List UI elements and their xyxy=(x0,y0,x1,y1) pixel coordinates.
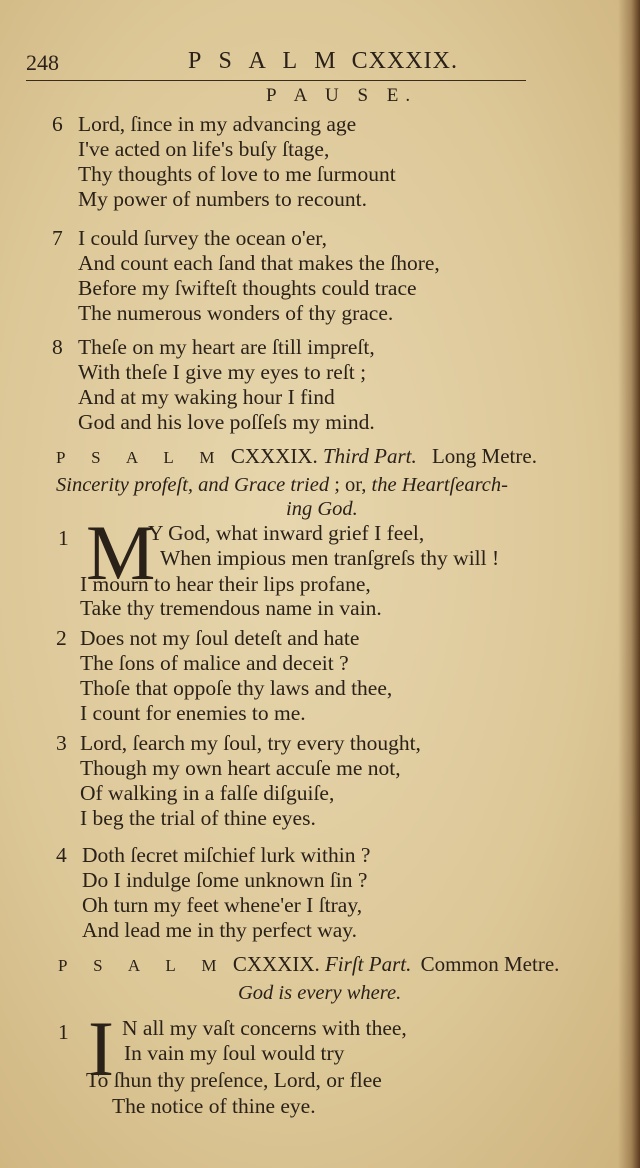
verse-line: God and his love poſſeſs my mind. xyxy=(78,410,375,434)
subtitle-part-b: ; or, xyxy=(329,474,372,496)
page-gutter-shadow xyxy=(618,0,640,1168)
verse-line: The notice of thine eye. xyxy=(112,1094,316,1118)
verse-line: Y God, what inward grief I feel, xyxy=(148,521,425,545)
running-head xyxy=(188,48,458,75)
stanza-number: 1 xyxy=(58,1020,69,1044)
section-subtitle: God is every where. xyxy=(238,982,402,1004)
heading-numeral: CXXXIX. xyxy=(232,952,320,976)
drop-cap: I xyxy=(88,1005,114,1092)
heading-part: Firſt Part. xyxy=(324,952,412,976)
stanza-number: 7 xyxy=(52,226,63,250)
verse-line: I've acted on life's buſy ſtage, xyxy=(78,137,330,161)
verse-line: Theſe on my heart are ſtill impreſt, xyxy=(78,335,375,359)
heading-psalm-word: P S A L M xyxy=(58,956,228,975)
stanza-number: 1 xyxy=(58,526,69,550)
header-rule xyxy=(26,80,526,81)
verse-line: My power of numbers to recount. xyxy=(78,187,367,211)
verse-line: And count each ſand that makes the ſhore, xyxy=(78,251,440,275)
verse-line: I mourn to hear their lips profane, xyxy=(80,572,371,596)
verse-line: When impious men tranſgreſs thy will ! xyxy=(160,546,500,570)
subtitle-part-a: Sincerity profeſt, and Grace tried xyxy=(56,474,330,496)
psalm-section-heading xyxy=(58,952,559,977)
verse-line: Doth ſecret miſchief lurk within ? xyxy=(82,843,371,867)
stanza-number: 4 xyxy=(56,843,67,867)
verse-line: Oh turn my feet whene'er I ſtray, xyxy=(82,893,363,917)
verse-line: Take thy tremendous name in vain. xyxy=(80,596,382,620)
verse-line: In vain my ſoul would try xyxy=(124,1041,345,1065)
stanza-number: 2 xyxy=(56,626,67,650)
verse-line: Thy thoughts of love to me ſurmount xyxy=(78,162,396,186)
verse-line: With theſe I give my eyes to reſt ; xyxy=(78,360,367,384)
running-head-psalm: P S A L M xyxy=(188,48,342,74)
verse-line: I could ſurvey the ocean o'er, xyxy=(78,226,327,250)
drop-cap: M xyxy=(86,509,156,596)
running-head-numeral: CXXXIX. xyxy=(351,48,458,74)
verse-line: The ſons of malice and deceit ? xyxy=(80,651,349,675)
stanza-number: 6 xyxy=(52,112,63,136)
heading-numeral: CXXXIX. xyxy=(230,444,318,468)
verse-line: Lord, ſince in my advancing age xyxy=(78,112,357,136)
verse-line: To ſhun thy preſence, Lord, or flee xyxy=(86,1068,382,1092)
psalm-section-heading xyxy=(56,444,537,469)
heading-part: Third Part. xyxy=(322,444,417,468)
verse-line: Before my ſwifteſt thoughts could trace xyxy=(78,276,417,300)
verse-line: Though my own heart accuſe me not, xyxy=(80,756,401,780)
verse-line: Lord, ſearch my ſoul, try every thought, xyxy=(80,731,421,755)
pause-label: P A U S E. xyxy=(266,85,418,106)
verse-line: The numerous wonders of thy grace. xyxy=(78,301,394,325)
verse-line: N all my vaſt concerns with thee, xyxy=(122,1016,407,1040)
stanza-number: 8 xyxy=(52,335,63,359)
heading-metre: Long Metre. xyxy=(431,444,537,468)
heading-psalm-word: P S A L M xyxy=(56,448,226,467)
verse-line: Do I indulge ſome unknown ſin ? xyxy=(82,868,368,892)
page-number: 248 xyxy=(26,50,59,75)
section-subtitle xyxy=(56,474,508,497)
verse-line: I count for enemies to me. xyxy=(80,701,306,725)
verse-line: I beg the trial of thine eyes. xyxy=(80,806,316,830)
verse-line: Of walking in a falſe diſguiſe, xyxy=(80,781,335,805)
verse-line: Thoſe that oppoſe thy laws and thee, xyxy=(80,676,393,700)
verse-line: Does not my ſoul deteſt and hate xyxy=(80,626,360,650)
heading-metre: Common Metre. xyxy=(420,952,560,976)
verse-line: And lead me in thy perfect way. xyxy=(82,918,358,942)
subtitle-part-c: the Heartſearch- xyxy=(371,474,508,496)
stanza-number: 3 xyxy=(56,731,67,755)
verse-line: And at my waking hour I find xyxy=(78,385,335,409)
section-subtitle-continued: ing God. xyxy=(286,498,358,520)
